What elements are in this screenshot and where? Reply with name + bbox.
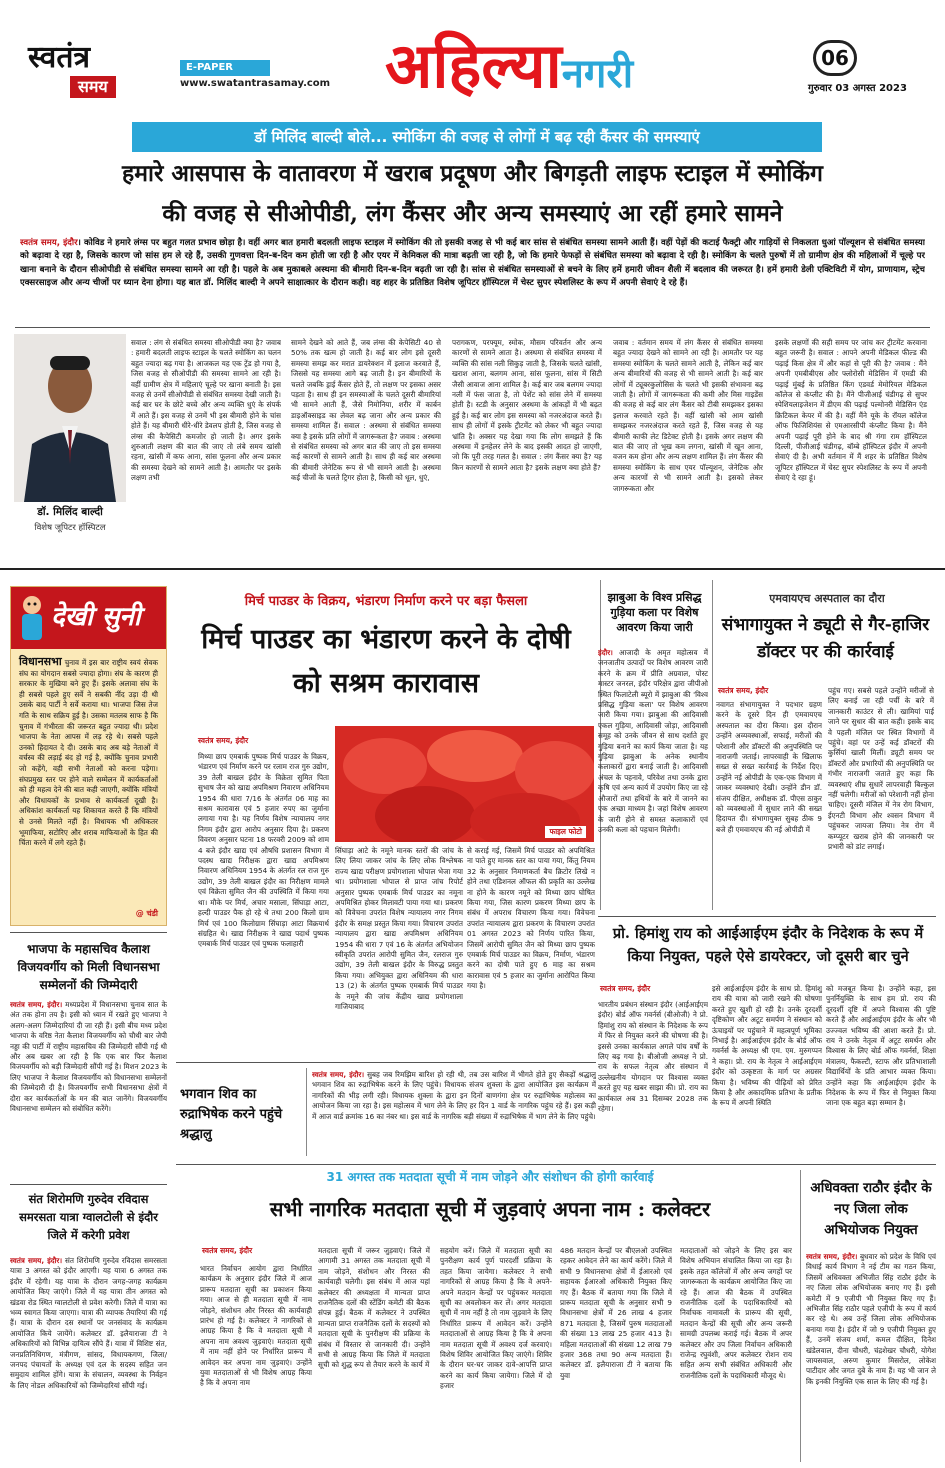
myh-byline: स्वतंत्र समय, इंदौर	[718, 686, 769, 695]
jhabua-body: आजादी के अमृत महोत्सव में जनजातीय उत्पादों पर विशेष आवरण जारी करने के क्रम में प्रीति अग्रवाल, पोस्ट मास्टर जनरल, इंदौर परिक्षेत्र द्वारा जीपीओ स्थित फिलाटेली ब्यूरो में झाबुआ की 'विश्व प्रसिद्ध गुड़िया कला' पर विशेष आवरण जारी किया गया। झाबुआ की आदिवासी एकल गुड़िया, आदिवासी जोड़ा, आदिवासी समूह को उनके जीवन से साथ दर्शाते हुए गुड़िया बनाने का कार्य किया जाता है। यह गुड़िया झाबुआ के अनेक स्थानीय कलाकारों द्वारा बनाई जाती है। आदिवासी अंचल के पहनावे, परिवेश तथा उनके द्वारा कृषि एवं अन्य कार्य में उपयोग किए जा रहे औजारों तथा हथियों के बारे में जानने का एक अच्छा माध्यम है। जहां विशेष आवरण के जारी होने से समस्त कलाकारों एवं उनकी कला को पहचान मिलेगी।	[598, 648, 708, 834]
divider	[15, 327, 930, 328]
epaper-label: E-PAPER	[180, 60, 270, 76]
chilli-photo	[335, 726, 594, 842]
masthead	[0, 0, 945, 120]
photo-caption-role: विशेष जूपिटर हॉस्पिटल	[34, 523, 106, 533]
voter-col-5: मतदाताओं को जोड़ने के लिए इस बार विशेष अभियान संचालित किया जा रहा है। इसके तहत कॉलेजों में और अन्य जगहों पर जागरूकता के कार्यक्रम आयोजित किए जा रहे हैं। आज की बैठक में उपस्थित राजनीतिक दलों के पदाधिकारियों को निर्वाचक नामावली के प्रारूप की सूची, मतदान केन्द्रों की सूची और अन्य जरूरी सामग्री उपलब्ध कराई गई। बैठक में अपर कलेक्टर और उप जिला निर्वाचन अधिकारी राजेन्द्र रघुवंशी, अपर कलेक्टर रोशन राय सहित अन्य सभी संबंधित अधिकारी और राजनीतिक दलों के पदाधिकारी मौजूद थे।	[680, 1246, 792, 1380]
divider	[176, 1062, 596, 1063]
iim-col-3: को मजबूत किया है। उन्होंने कहा, इस पुनर्नियुक्ति के साथ हम प्रो. राय की दूरदर्शी दृष्टि में अपने विश्वास की पुष्टि करते हैं और आईआईएम इंदौर के और भी उज्ज्वल भविष्य की आशा करते हैं। प्रो. राय ने उनके नेतृत्व में अटूट समर्थन और विश्वास के लिए बोर्ड ऑफ गवर्नर्स, शिक्षा मंत्रालय, फैकल्टी, स्टाफ और प्रतिभाशाली विद्यार्थियों के प्रति आभार व्यक्त किया। उन्होंने कहा कि आईआईएम इंदौर के निदेशक के रूप में फिर से नियुक्त किया जाना एक बहुत बड़ा सम्मान है।	[826, 984, 936, 1108]
rathore-headline: अधिवक्ता राठौर इंदौर के नए जिला लोक अभियोजक नियुक्त	[810, 1180, 932, 1238]
top-story-kicker: डॉ मिलिंद बाल्दी बोले... स्मोकिंग की वजह से लोगों में बढ़ रही कैंसर की समस्याएं	[132, 122, 822, 152]
divider	[10, 932, 167, 933]
jhabua-byline: इंदौर।	[598, 648, 613, 657]
chilli-col-2: सिंघाड़ा आटे के नमूने मानक स्तरों की जांच के लिए लिया जाकर जांच के लिए लोक विश्लेषक राज्य खाद्य परीक्षण प्रयोगशाला भोपाल भेजा गया था। प्रयोगशाला भोपाल से प्राप्त जांच रिपोर्ट अनुसार पुष्पक एमबार्क मिर्च पाउडर का नमूना अपमिश्रित होकर मिलावटी पाया गया था। प्रकरण को विवेचना उपरांत विशेष न्यायालय नगर निगम इंदौर के समक्ष प्रस्तुत किया गया। विचारण उपरांत न्यायालय द्वारा खाद्य अपमिश्रण अधिनियम 1954 की धारा 7 एवं 16 के अंतर्गत अभियोजन स्वीकृति उपरांत आरोपी सुमित जैन, रलराज गुरु उद्योग, 39 तेली बाखल इंदौर के विरुद्ध प्रस्तुत किया गया। अभियुक्त द्वारा अधिनियम की धारा 13 (2) के अंतर्गत पुष्पक एमबार्क मिर्च पाउडर के नमूने की जांच केंद्रीय खाद्य प्रयोगशाला गाजियाबाद	[335, 846, 463, 1012]
ravidas-headline: संत शिरोमणि गुरुदेव रविदास समरसता यात्रा ग्वालटोली से इंदौर जिले में करेगी प्रवेश	[19, 1192, 158, 1242]
divider	[306, 1068, 307, 1156]
masthead-title	[385, 26, 765, 116]
myh-col-1: नवागत संभागायुक्त ने पदभार ग्रहण करने के दूसरे दिन ही एमवायएच अस्पताल का दौरा किया। इस दौरान उन्होंने अव्यवस्थाओं, सफाई, मरीजों की परेशानी और डॉक्टरों की अनुपस्थिति पर नाराजगी जताई। लापरवाही के खिलाफ सख्त से सख्त कार्रवाई के निर्देश दिए। उन्होंने नई ओपीडी के एक-एक विभाग में जाकर व्यवस्थाएं देखी। उन्होंने डीन डॉ. संजय दीक्षित, अधीक्षक डॉ. पीएस ठाकुर को व्यवस्थाओं में सुधार लाने की सख्त हिदायत दी। संभागायुक्त सुबह ठीक 9 बजे ही एमवायएच की नई ओपीडी में	[716, 700, 822, 834]
logo	[28, 42, 153, 108]
iim-byline: स्वतंत्र समय, इंदौर	[600, 984, 651, 993]
top-story-headline-line2: की वजह से सीओपीडी, लंग कैंसर और अन्य समस्याएं आ रहीं हमारे सामने	[162, 200, 783, 227]
chilli-headline: मिर्च पाउडर का भंडारण करने के दोषी को सश्रम कारावास	[201, 624, 571, 699]
intro-text: । कोविड ने हमारे लंग्स पर बहुत गलत प्रभाव छोड़ा है। वहीं अगर बात हमारी बदलती लाइफ स्टाइल में स्मोकिंग की तो इसकी वजह से भी कई बार सांस से संबंधित समस्या सामने आती हैं। वहीं पेड़ों की कटाई फैक्ट्री और गाड़ियों से निकलता धुआं पॉल्यूशन से संबंधित समस्या को बढ़ावा दे रहा है, जिसके कारण जो सांस हम ले रहे हैं, उसकी गुणवत्ता दिन-ब-दिन कम होती जा रही है और एयर में केमिकल की मात्रा बढ़ती जा रही है, जो कि हमारे फेफड़ों से संबंधित समस्या को बढ़ावा दे रही है। स्मोकिंग के चलते पुरुषों में तो ग्रामीण क्षेत्र की महिलाओं में चूल्हे पर खाना बनाने के दौरान सीओपीडी से संबंधित समस्या सामने आ रही है। पहले के अब मुकाबले अस्थमा की बीमारी दिन-ब-दिन बढ़ती जा रही है। सांस से संबंधित समस्याओं से बचने के लिए हमें हमारी जीवन शैली में बदलाव की जरूरत है। हमें हमारी डेली एक्टिविटी में योग, प्राणायाम, स्ट्रेच एक्सरसाइज और अन्य चीजों पर ध्यान देना होगा। यह बात डॉ. मिलिंद बाल्दी ने अपने साक्षात्कार के दौरान कही। वह शहर के प्रतिष्ठित विशेष जूपिटर हॉस्पिटल में चेस्ट सुपर स्पेशलिस्ट के रूप में अपनी सेवाएं दे रहे हैं।	[20, 238, 925, 289]
photo-tag: फाइल फोटो	[545, 826, 586, 838]
myh-col-2: पहुंच गए। सबसे पहले उन्होंने मरीजों से लिए बनाई जा रही पर्ची के बारे में जानकारी काउंटर से ली। खामियां पाई जाने पर सुधार की बात कही। इसके बाद वे पहली मंजिल पर स्थित विभागों में पहुंचे। वहां पर उन्हें कई डॉक्टरों की कुर्सियां खाली मिलीं। ड्यूटी समय पर डॉक्टरों और प्रभारियों की अनुपस्थिति पर गंभीर नाराजगी जताते हुए कहा कि व्यवस्थाएं शीघ्र सुधारें लापरवाही बिल्कुल नहीं चलेगी। मरीजों को परेशानी नहीं होना चाहिए। दूसरी मंजिल में नेत्र रोग विभाग, ईएनटी विभाग और श्वसन विभाग में पहुंचकर जायजा लिया। नेत्र रोग में कम्प्यूटर खराब होने की जानकारी पर प्रभारी को डांट लगाई।	[828, 686, 934, 852]
intro-byline: स्वतंत्र समय, इंदौर	[20, 238, 78, 248]
voter-col-4: 486 मतदान केन्द्रों पर बीएलओ उपस्थित रहकर आवेदन लेने का कार्य करेंगे। जिले में सभी 9 विधानसभा क्षेत्रों में ईआरओ एवं सहायक ईआरओ अधिकारी नियुक्त किए गए हैं। बैठक में बताया गया कि जिले में प्रारूप मतदाता सूची के अनुसार सभी 9 विधानसभा क्षेत्रों में 26 लाख 4 हजार 871 मतदाता है, जिसमें पुरुष मतदाताओं की संख्या 13 लाख 25 हजार 413 है। महिला मतदाताओं की संख्या 12 लाख 79 हजार 368 तथा 90 अन्य मतदाता हैं। कलेक्टर डॉ. इलैयाराजा टी ने बताया कि युवा	[560, 1246, 672, 1380]
dekhi-suni-header	[11, 587, 166, 649]
shiv-body: सुबह जब रिमझिम बारिश हो रही थी, तब उस बारिश में भीगते होते हुए सैकड़ों श्रद्धालु भगवान शिव का रुद्राभिषेक करने के लिए पहुंचे। विधायक संजय शुक्ला के द्वारा आयोजित इस कार्यक्रम में नागरिकों की भीड़ लगी रही। विधायक शुक्ला के द्वारा इन दिनों बाणगंगा क्षेत्र पर रुद्राभिषेक महोत्सव का आयोजन किया जा रहा है। इस महोत्सव में भाग लेने के लिए हर दिन 1 वार्ड के नागरिक पहुंच रहे हैं। इस कड़ी में आज वार्ड क्रमांक 16 का नंबर था। इस वार्ड के नागरिक बड़ी संख्या में रुद्राभिषेक में भाग लेने के लिए पहुंचे।	[312, 1070, 596, 1121]
doctor-portrait-image	[14, 334, 126, 502]
jhabua-text	[598, 648, 708, 912]
iim-col-1: भारतीय प्रबंधन संस्थान इंदौर (आईआईएम इंदौर) बोर्ड ऑफ गवर्नर्स (बीओजी) ने प्रो. हिमांशु राय को संस्थान के निदेशक के रूप में फिर से नियुक्त करने की घोषणा की है। इससे उनका कार्यकाल अगले पांच वर्षों के लिए बढ़ गया है। बीओजी अध्यक्ष ने प्रो. राय के सफल नेतृत्व और संस्थान में उल्लेखनीय योगदान पर विश्वास व्यक्त करते हुए यह खबर साझा की। प्रो. राय का कार्यकाल अब 31 दिसम्बर 2028 तक रहेगा।	[598, 1000, 708, 1114]
dekhi-suni-box	[10, 586, 167, 926]
top-story-column-1: सवाल : लंग से संबंधित समस्या सीओपीडी क्या है? जवाब : हमारी बदलती लाइफ स्टाइल के चलते स्मोकिंग का चलन बहुत ज्यादा बढ़ गया है। आजकल यह एक ट्रेंड हो गया है, जिस वजह से सीओपीडी की समस्या सामने आ रही है। वहीं ग्रामीण क्षेत्र में महिलाएं चूल्हे पर खाना बनाती है। इस वजह से उनमें सीओपीडी से संबंधित समस्या देखी जाती है। कई बार घर के छोटे बच्चे और अन्य व्यक्ति धुएं के संपर्क में आते हैं। इस वजह से उनमें भी इस बीमारी होने के चांस होते हैं। यह बीमारी धीरे-धीरे डेवलप होती है, जिस वजह से लंग्स की कैपेसिटी कमजोर हो जाती है। अगर इसके शुरुआती लक्षण की बात की जाए तो लंबे समय खांसी रहना, खांसी में कफ आना, सांस फूलना और अन्य प्रकार की समस्या देखने को सामने आती है। आमतौर पर इसके लक्षण तभी	[131, 338, 281, 483]
rathore-text	[806, 1252, 936, 1460]
top-story-headline-line1: हमारे आसपास के वातावरण में खराब प्रदूषण और बिगड़ती लाइफ स्टाइल में स्मोकिंग	[122, 160, 823, 187]
chilli-col-1: मिथ्या छाप एमबार्क पुष्पक मिर्च पाउडर के विक्रय, भंडारण एवं निर्माण करने पर रलाम राज गुरु उद्योग, 39 तेली बाखल इंदौर के विक्रेता सुमित पिता सुभाष जैन को खाद्य अपमिश्रण निवारण अधिनियम 1954 की धारा 7/16 के अंतर्गत 06 माह का सश्रम कारावास एवं 5 हजार रुपए का जुर्माना लगाया गया है। यह निर्णय विशेष न्यायालय नगर निगम इंदौर द्वारा आरोप अनुसार दिया है। प्रकरण विवरण अनुसार घटना 18 फरवरी 2009 को शाम 4 बजे इंदौर खाद्य एवं औषधि प्रशासन विभाग में पदस्थ खाद्य निरीक्षक द्वारा खाद्य अपमिश्रण निवारण अधिनियम 1954 के अंतर्गत रल राज गुरु उद्योग, 39 तेली बाखल इंदौर का निरीक्षण मामले एवं विक्रेता सुमित जैन की उपस्थिति में किया गया था। मौके पर मिर्च, अचार मसाला, सिंघाड़ा आटा, हल्दी पाउडर पैक हो रहे थे तथा 200 किलो ग्राम मिर्च एवं 100 किलोग्राम सिंघाड़ा आटा विक्रयार्थ संग्रहित थे। खाद्य निरीक्षक ने खाद्य पदार्थ पुष्पक एमबार्क मिर्च पाउडर एवं पुष्पक फलाहारी	[198, 752, 329, 949]
doctor-photo	[14, 334, 126, 502]
top-story-intro	[20, 237, 925, 321]
bjp-body: मध्यप्रदेश में विधानसभा चुनाव सात के अंत तक होना तय है। इसी को ध्यान में रखते हुए भाजपा ने अलग-अलग जिम्मेदारियां दी जा रही हैं। इसी बीच मध्य प्रदेश भाजपा के वरिष्ठ नेता कैलाश विजयवर्गीय को चौथी बार जेपी नड्डा की पार्टी में राष्ट्रीय महासचिव की जिम्मेदारी सौंपी गई थी और अब खबर आ रही है कि एक बार फिर कैलाश विजयवर्गीय को बड़ी जिम्मेदारी सौंपी गई है। मिशन 2023 के लिए भाजपा ने कैलाश विजयवर्गीय को विधानसभा सम्मेलनों की जिम्मेदारी दी है। विजयवर्गीय सभी विधानसभा क्षेत्रों में दौरा कर कार्यकर्ताओं के मन की बात जानेंगे। विजयवर्गीय विधानसभा सम्मेलन को संबोधित करेंगे।	[10, 1000, 167, 1114]
ravidas-text	[10, 1256, 167, 1462]
ravidas-body: संत शिरोमणि गुरुदेव रविदास समरसता यात्रा 3 अगस्त को इंदौर आएगी। यह यात्रा 6 अगस्त तक इंदौर में रहेगी। यह यात्रा के दौरान जगह-जगह कार्यक्रम आयोजित किए जाएंगे। जिले में यह यात्रा तीन अगस्त को खंडवा रोड स्थित ग्वालटोली से प्रवेश करेगी। जिले में यात्रा का भव्य स्वागत किया जाएगा। यात्रा की व्यापक तैयारियां की गई हैं। यात्रा के दौरान दस स्थानों पर जनसंवाद के कार्यक्रम आयोजित किये जायेंगे। कलेक्टर डॉ. इलैयाराजा टी ने अधिकारियों को विभिन्न दायित्व सौंपे हैं। यात्रा में विशिष्ट संत, जनप्रतिनिधिगण, मंत्रीगण, सांसद, विधायकगण, जिला/जनपद पंचायतों के अध्यक्ष एवं दल के सदस्य सहित जन समुदाय शामिल होंगे। यात्रा के संचालन, व्यवस्था के निर्वहन के लिए नोडल अधिकारियों को जिम्मेदारियां सौंपी गई।	[10, 1256, 167, 1390]
divider	[712, 580, 713, 910]
dekhi-suni-subhead: विधानसभा	[19, 655, 62, 668]
divider	[176, 1164, 936, 1165]
chilli-col-3: से कराई गई, जिसमें मिर्च पाउडर को अपमिश्रित ना पाते हुए मानक स्तर का पाया गया, किंतु नियम 32 के अनुसार निमाणकर्ता बैच क्रिटोर लिखे न होने तथा एडिशनल ऑफल की प्रकृति का उल्लेख ना होने के कारण नमूने को मिथ्या छाप घोषित किया गया, जिस कारण प्रकरण मिथ्या छाप के संबंध में अपराध विचारण किया गया। विवेचना उपरांत न्यायालय द्वारा प्रकरण के विचारण उपरांत 01 अगस्त 2023 को निर्णय पारित किया, जिसमें आरोपी सुमित जैन को मिथ्या छाप पुष्पक एमबार्क मिर्च पाउडर का विक्रय, निर्माण, भंडारण करने का दोषी पाते हुए 6 माह का सश्रम कारावास एवं 5 हजार का जुर्माना आरोपित किया गया है।	[467, 846, 595, 991]
website-link[interactable]: www.swatantrasamay.com	[180, 78, 331, 89]
voter-col-3: सहयोग करें। जिले में मतदाता सूची का पुनरीक्षण कार्य पूर्ण पारदर्शी प्रक्रिया के तहत किया जायेगा। कलेक्टर ने सभी नागरिकों से आग्रह किया है कि वे अपने-अपने मतदान केन्द्रों पर पहुंचकर मतदाता सूची का अवलोकन कर लें। अगर मतदाता सूची में नाम नहीं है तो नाम जुड़वाने के लिए निर्धारित प्रारूप में आवेदन करें। उन्होंने मतदाताओं से आग्रह किया है कि वे अपना नाम मतदाता सूची में अवश्य दर्ज करवाएं। विशेष शिविर आयोजित किए जाएंगे। शिविर के दौरान घर-घर जाकर दावे-आपत्ति प्राप्त करने का कार्य किया जायेगा। जिले में दो हजार	[440, 1246, 552, 1391]
logo-line1: स्वतंत्र	[28, 40, 91, 75]
chilli-byline: स्वतंत्र समय, इंदौर	[198, 736, 249, 745]
bjp-text	[10, 1000, 167, 1180]
voter-col-2: मतदाता सूची में जरूर जुड़वाएं। जिले में आगामी 31 अगस्त तक मतदाता सूची में नाम जोड़ने, संशोधन और निरस्त की कार्यवाही चलेगी। इस संबंध में आज यहां कलेक्टर की अध्यक्षता में मान्यता प्राप्त राजनैतिक दलों की स्टेंडिंग कमेटी की बैठक संपन्न हुई। बैठक में कलेक्टर ने उपस्थित मान्यता प्राप्त राजनैतिक दलों के सदस्यों को मतदाता सूची के पुनरीक्षण की प्रक्रिया के संबंध में विस्तार से जानकारी दी। उन्होंने सभी से आग्रह किया कि जिले में मतदाता सूची को शुद्ध रूप से तैयार करने के कार्य में	[318, 1246, 430, 1370]
voter-col-1: भारत निर्वाचन आयोग द्वारा निर्धारित कार्यक्रम के अनुसार इंदौर जिले में आज प्रारूप मतदाता सूची का प्रकाशन किया गया। आज से ही मतदाता सूची में नाम जोड़ने, संशोधन और निरस्त की कार्यवाही प्रारंभ हो गई है। कलेक्टर ने नागरिकों से आग्रह किया है कि वे मतदाता सूची में अपना नाम अवश्य जुड़वाएं। मतदाता सूची में नाम नहीं होने पर निर्धारित प्रारूप में आवेदन कर अपना नाम जुड़वाएं। उन्होंने युवा मतदाताओं से भी विशेष आग्रह किया है कि वे अपना नाम	[200, 1264, 312, 1388]
dekhi-suni-signoff: @ चंडी	[135, 909, 158, 918]
title-part2: नगरी	[561, 50, 634, 97]
voter-byline: स्वतंत्र समय, इंदौर	[202, 1246, 253, 1255]
chilli-powder-image	[335, 726, 594, 842]
top-story-column-4: जवाब : वर्तमान समय में लंग कैंसर से संबंधित समस्या बहुत ज्यादा देखने को सामने आ रही है। आमतौर पर यह समस्या स्मोकिंग के चलते सामने आती है, लेकिन कई बार अन्य बीमारियों की वजह से भी सामने आती है। कई बार लोगों में ट्यूबरकुलोसिस के चलते भी इसकी संभावना बढ़ जाती है। लोगों में जागरूकता की कमी और मिस गाइडेंस की वजह से कई बार लंग कैंसर को टीबी समझकर इसका इलाज करवाते रहते हैं। वहीं खांसी को आम खांसी समझकर नजरअंदाज करते रहते हैं, जिस वजह से यह बीमारी काफी लेट डिटेक्ट होती है। इसके अगर लक्षण की बात की जाए तो भूख कम लगना, खांसी में खून आना, वजन कम होना और अन्य लक्षण शामिल हैं। लंग कैंसर की समस्या स्मोकिंग के साथ एयर पॉल्यूशन, जेनेटिक और अन्य कारणों से भी सामने आती है। इसको लेकर जागरूकता और	[613, 338, 763, 493]
cartoon-icon	[17, 593, 47, 643]
iim-headline: प्रो. हिमांशु राय को आईआईएम इंदौर के निदेशक के रूप में किया नियुक्त, पहले ऐसे डायरेक्टर, जो दूसरी बार चुने	[612, 925, 924, 965]
voter-kicker: 31 अगस्त तक मतदाता सूची में नाम जोड़ने और संशोधन की होगी कार्रवाई	[326, 1170, 654, 1184]
divider	[0, 568, 945, 570]
title-part1: अहिल्या	[385, 29, 562, 102]
myh-kicker: एमवायएच अस्पताल का दौरा	[769, 592, 885, 605]
dekhi-suni-body	[11, 649, 166, 919]
bjp-headline: भाजपा के महासचिव कैलाश विजयवर्गीय को मिली विधानसभा सम्मेलनों की जिम्मेदारी	[17, 942, 160, 992]
top-story-column-3: परागकण, परफ्यूम, स्मोक, मौसम परिवर्तन और अन्य कारणों से सामने आता है। अस्थमा से संबंधित समस्या में व्यक्ति की सांस नली सिकुड़ जाती है, जिसके चलते खांसी, खराश आना, बलगम आना, सांस फूलना, सांस में सिटी जैसी आवाज आना शामिल है। कई बार जब बलगम ज्यादा नली में फंस जाता है, तो पेशेंट को सांस लेने में समस्या होती है। स्टडी के अनुसार अस्थमा के आंकड़ों में भी बढ़त हुई है। कई बार लोग इस समस्या को नजरअंदाज करते हैं। साथ ही लोगों में इसके ट्रीटमेंट को लेकर भी बहुत ज्यादा भ्रांति है। अक्सर यह देखा गया कि लोग समझते हैं कि अस्थमा में इनहेलर लेने के बाद इसकी आदत हो जाएगी, जो कि पूरी तरह गलत है। सवाल : लंग कैंसर क्या है? यह किन कारणों से सामने आता है? इसके लक्षण क्या होते हैं?	[452, 338, 602, 472]
myh-headline: संभागायुक्त ने ड्यूटी से गैर-हाजिर डॉक्टर पर की कार्रवाई	[721, 615, 930, 662]
bjp-byline: स्वतंत्र समय, इंदौर।	[10, 1000, 63, 1009]
logo-line2: समय	[70, 76, 116, 98]
jhabua-headline: झाबुआ के विश्व प्रसिद्ध गुड़िया कला पर विशेष आवरण किया जारी	[607, 591, 702, 634]
page-number: 06	[813, 40, 857, 76]
voter-headline: सभी नागरिक मतदाता सूची में जुड़वाएं अपना नाम : कलेक्टर	[269, 1197, 711, 1221]
rathore-body: बुधवार को प्रदेश के विधि एवं विधाई कार्य विभाग ने नई टीम का गठन किया, जिसमें अधिवक्ता अभिजीत सिंह राठौर इंदौर के नए जिला लोक अभियोजक बनाए गए हैं। इसी कमेटी में 9 एजीपी भी नियुक्त किए गए हैं। अभिजीत सिंह राठौर पहले एजीपी के रूप में कार्य कर रहे थे। अब उन्हें जिला लोक अभियोजक बनाया गया है। इंदौर में जो 9 एजीपी नियुक्त हुए हैं, उनमें संजय शर्मा, कमल दीक्षित, दिनेश खंडेलवाल, दीना चौधरी, चंद्रशेखर चौधरी, योगेश जायसवाल, अरुण कुमार मिसरोल, लोकेश पाटीदार और जगत दुबे के नाम हैं। यह भी जान ले कि इनकी नियुक्ति एक साल के लिए की गई है।	[806, 1252, 936, 1386]
divider	[598, 916, 936, 917]
top-story-column-5: इसके लक्षणों की सही समय पर जांच कर ट्रीटमेंट करवाना बहुत जरूरी है। सवाल : आपने अपनी मेडिकल फील्ड की पढ़ाई किस क्षेत्र में और कहां से पूरी की है? जवाब : मैंने अपनी एमबीबीएस और फ्लोरोसी मेडिसिन में एमडी की पढ़ाई मुंबई के प्रतिष्ठित किंग एडवर्ड मेमोरियल मेडिकल कॉलेज से कंप्लीट की है। मैंने पीजीआई चंडीगढ़ से सुपर स्पेशियलाइजेशन में डीएम की पढ़ाई पल्मोनरी मेडिसिन एंड क्रिटिकल केयर में की है। वहीं मैंने यूके के रॉयल कॉलेज ऑफ फिजिशियंस से एमआरसीपी कंप्लीट किया है। मैंने अपनी पढ़ाई पूरी होने के बाद श्री गंगा राम हॉस्पिटल दिल्ली, पीजीआई चंडीगढ़, बॉम्बे हॉस्पिटल इंदौर में अपनी सेवाएं दी है। अभी वर्तमान में मैं शहर के प्रतिष्ठित विशेष जूपिटर हॉस्पिटल में चेस्ट सुपर स्पेशलिस्ट के रूप में अपनी सेवाएं दे रहा हूं।	[775, 338, 927, 483]
shiv-text	[312, 1070, 596, 1156]
date: गुरुवार 03 अगस्त 2023	[808, 83, 907, 94]
divider	[800, 1170, 801, 1462]
iim-col-2: इसे आईआईएम इंदौर के साथ प्रो. हिमांशु राय की यात्रा को जारी रखने की घोषणा करते हुए खुशी हो रही है। उनके दूरदर्शी दृष्टिकोण और अटूट समर्पण ने संस्थान को ऊंचाइयों पर पहुंचाने में महत्वपूर्ण भूमिका निभाई है। आईआईएम इंदौर के बोर्ड ऑफ गवर्नर्स के अध्यक्ष श्री एम. एम. मुरुगप्पन ने कहा। प्रो. राय के नेतृत्व ने आईआईएम इंदौर को उत्कृष्टता के मार्ग पर अग्रसर किया है। भविष्य की पीढ़ियों को प्रेरित किया है और अकादमिक प्रतिभा के प्रतीक के रूप में अपनी स्थिति	[712, 984, 822, 1108]
ravidas-byline: स्वतंत्र समय, इंदौर।	[10, 1256, 63, 1265]
rathore-byline: स्वतंत्र समय, इंदौर।	[806, 1252, 858, 1261]
top-story-column-2: सामने देखने को आते हैं, जब लंग्स की केपेसिटी 40 से 50% तक खत्म हो जाती है। कई बार लोग इसे दूसरी समस्या समझ कर मरात डायरेक्शन में इलाज करवाते हैं, जिससे यह समस्या आगे बढ़ जाती है। इन बीमारियों के चलते जबकि ड्राई कैंसर होते हैं, तो लक्षण पर इसका असर पड़ता है। साथ ही इन समस्याओं के चलते दूसरी बीमारियां भी सामने आती हैं, जैसे निमोनिया, शरीर में कार्बन डाइऑक्साइड का लेवल बढ़ जाना और अन्य प्रकार की समस्या शामिल हैं। सवाल : अस्थमा से संबंधित समस्या क्या है इसके प्रति लोगों में जागरूकता है? जवाब : अस्थमा से संबंधित समस्या को अगर बात की जाए तो इस समस्या कई कारणों से सामने आती है। साथ ही कई बार अस्थमा की बीमारी जेनेटिक रूप से भी सामने आती है। अस्थमा कई चीजों के चलते ट्रिगर होता है, किसी को धूल, धुएं,	[291, 338, 441, 483]
chilli-kicker: मिर्च पाउडर के विक्रय, भंडारण निर्माण करने पर बड़ा फैसला	[244, 594, 528, 609]
dekhi-suni-text: चुनाव में इस बार राष्ट्रीय स्वयं सेवक संघ का योगदान सबसे ज्यादा होगा। संघ के कारण ही सरकार के मुखिया बने हुए हैं। इसके अलावा संघ के ही सबसे पहले हुए सर्वे ने सबकी नींद उड़ा दी थी उसके बाद पार्टी ने सर्वे कराया था। भाजपा जिस तेज गति के साथ सक्रिय हुई है। उसका मतलब साफ है कि चुनाव में गंभीरता की जरूरत बहुत ज्यादा थी। प्रदेश भाजपा के नेता आपस में लड़ रहे थे। सबसे पहले उनको हिदायत दे दी। उसके बाद अब बड़े नेताओं में वर्चस्व की लड़ाई बंद हो गई है, क्योंकि चुनाव प्रभारी जो कहेंगे, वही सभी नेताओं को करना पड़ेगा। संघप्रमुख स्तर पर होने वाले सम्मेलन में कार्यकर्ताओं को ही महत्व देने की बात कही जाएगी, क्योंकि मंत्रियों और विधायकों के प्रभाव से कार्यकर्ता दूखी है। अधिकांश कार्यकर्ता यह शिकायत करते हैं कि मंत्रियों से उनसे मिलते नहीं है। विधायक भी अधिकतर भूमाफिया, सटोरिए और शराब माफियाओं के हित की चिंता करने में लगे रहते हैं।	[19, 658, 159, 848]
shiv-headline: भगवान शिव का रुद्राभिषेक करने पहुंचे श्रद्धालु	[180, 1087, 283, 1142]
shiv-byline: स्वतंत्र समय, इंदौर।	[312, 1070, 365, 1079]
divider	[10, 1184, 167, 1185]
photo-caption-name: डॉ. मिलिंद बाल्दी	[37, 506, 103, 518]
dekhi-suni-title: देखी सुनी	[51, 602, 141, 632]
